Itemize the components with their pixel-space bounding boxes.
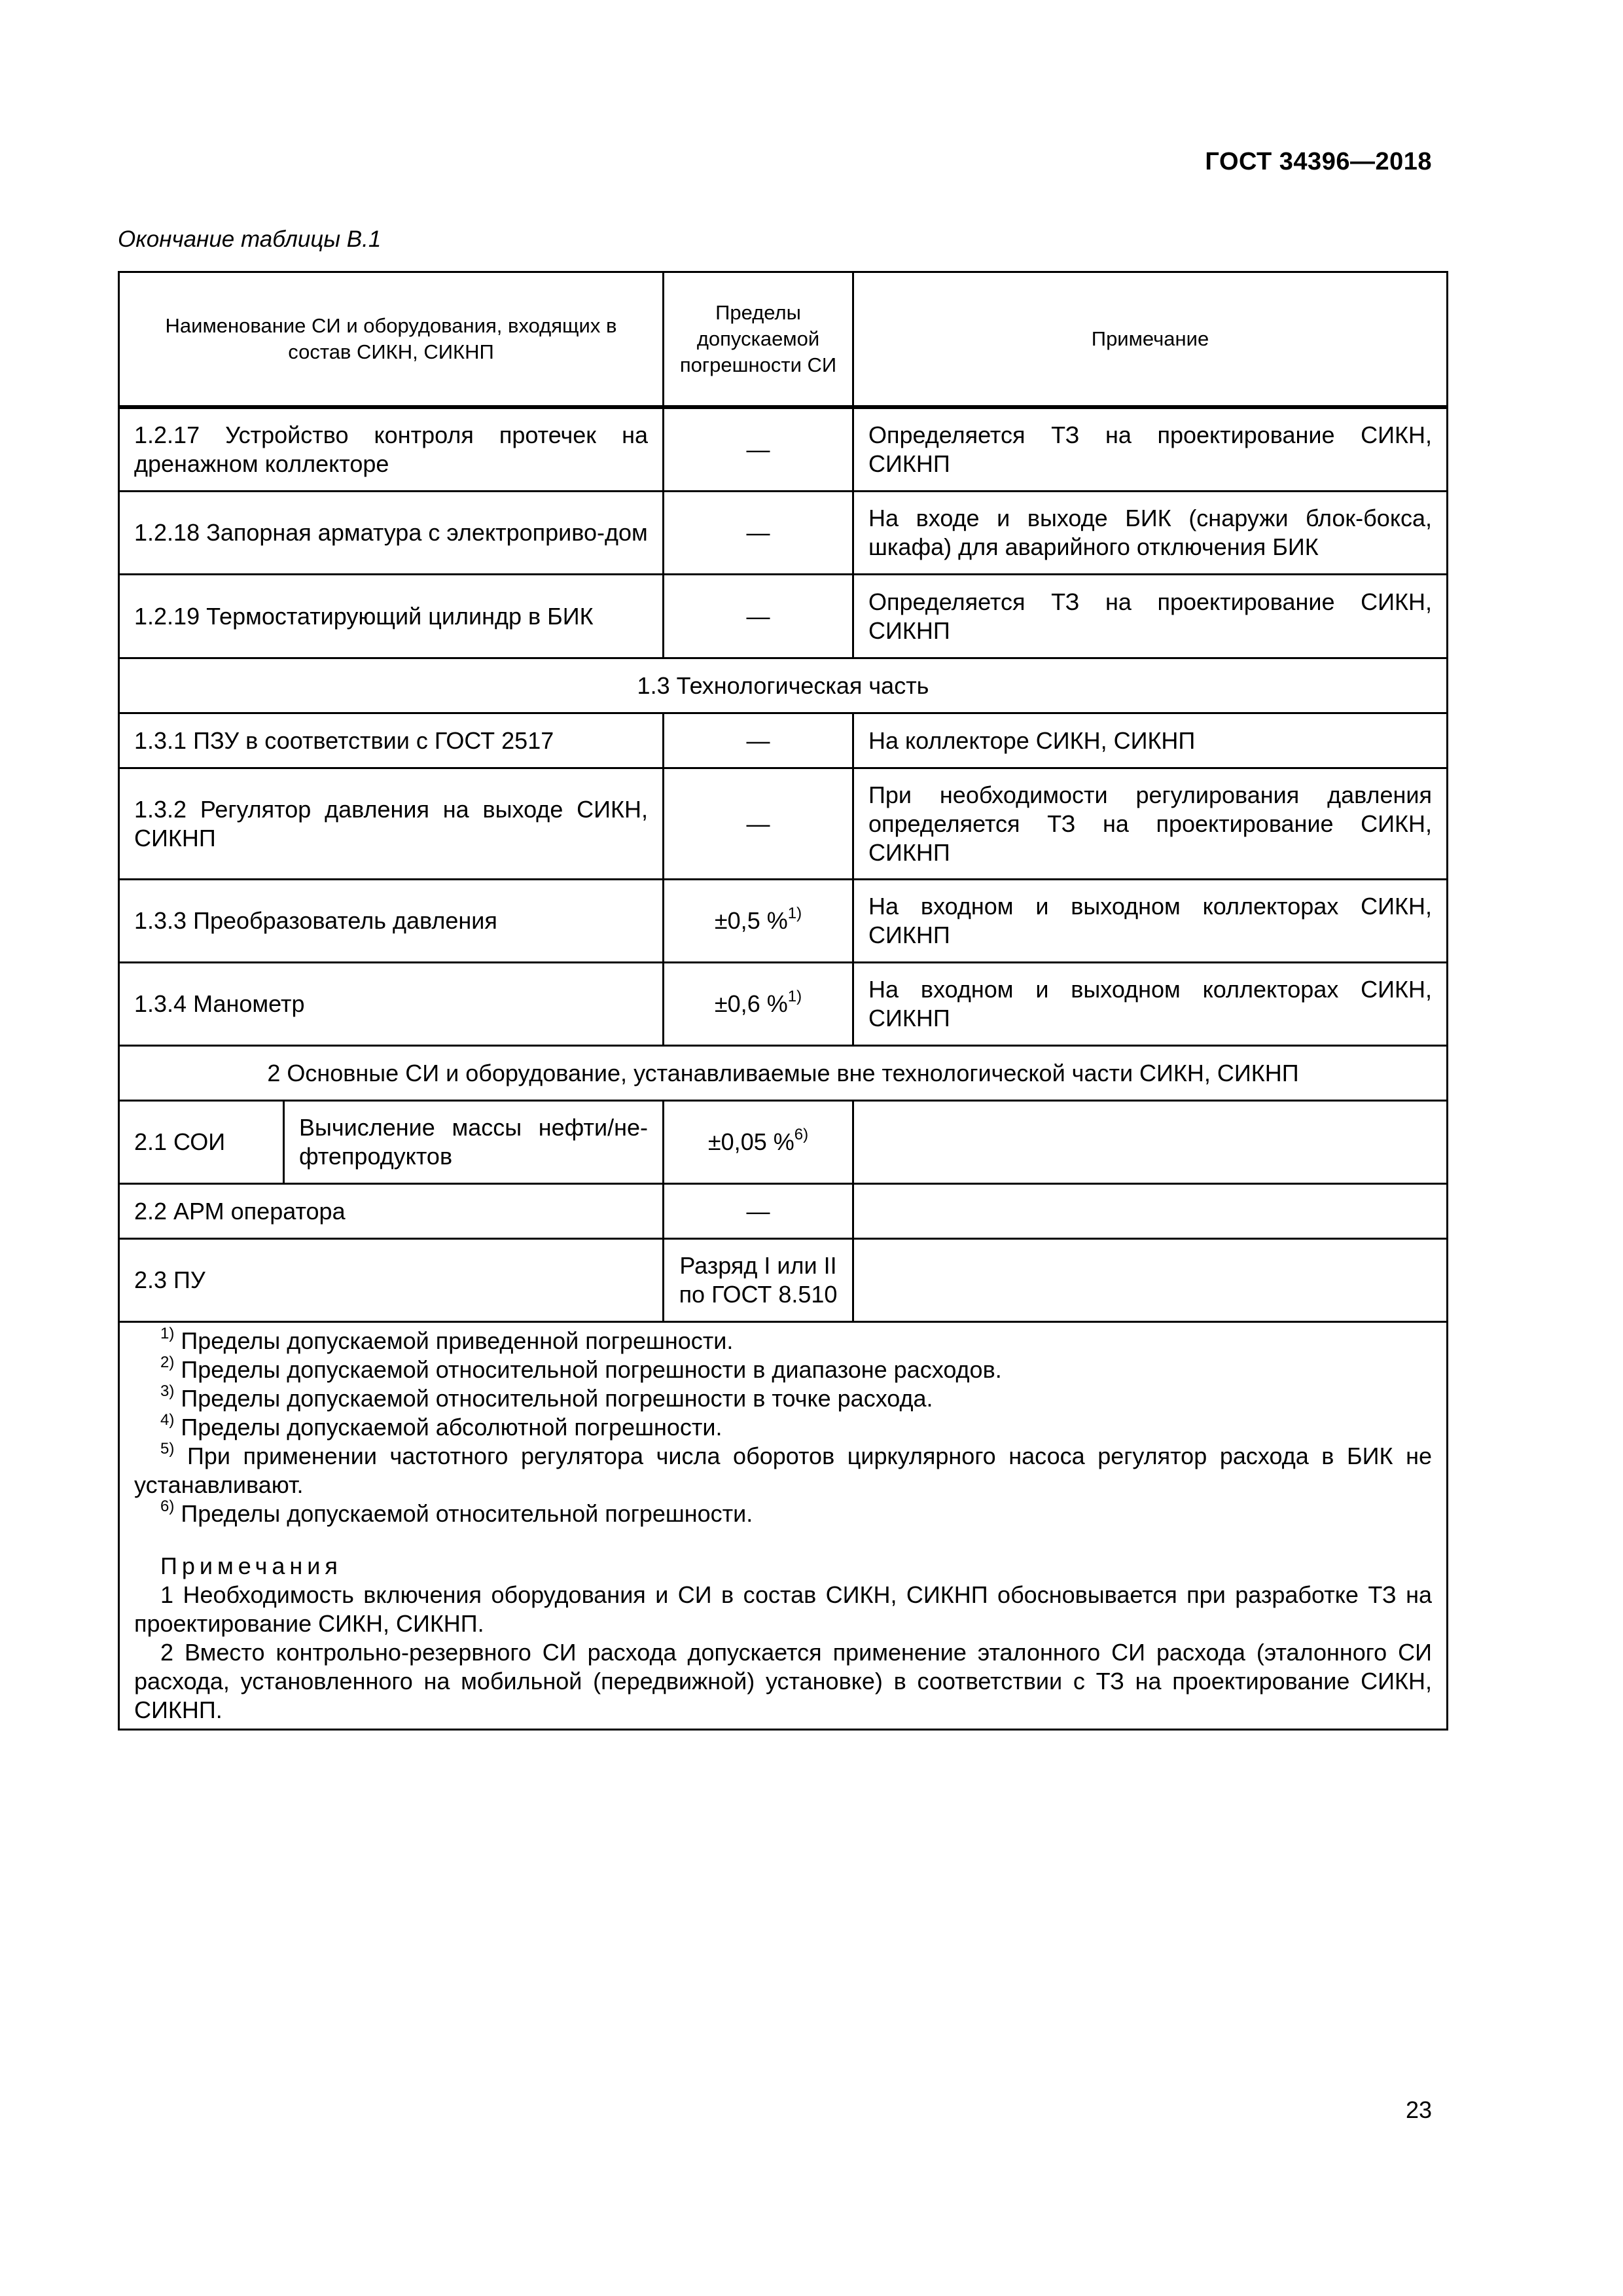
section-title: 1.3 Технологическая часть bbox=[119, 658, 1448, 713]
row-limit: — bbox=[664, 768, 853, 880]
document-code: ГОСТ 34396—2018 bbox=[1205, 148, 1432, 175]
table-row bbox=[119, 408, 1448, 492]
footnote-item bbox=[134, 1442, 1432, 1499]
row-note: На входном и выходном коллекторах СИКН, СИКНП bbox=[853, 880, 1448, 963]
footnote-text: Пределы допускаемой приведенной погрешности. bbox=[181, 1327, 734, 1354]
footnote-item bbox=[134, 1384, 1432, 1413]
row-subname: Вычисление массы нефти/не-фтепродуктов bbox=[284, 1101, 664, 1184]
footnote-ref: 6) bbox=[794, 1126, 809, 1143]
footnote-mark: 4) bbox=[160, 1411, 175, 1429]
table-row bbox=[119, 575, 1448, 658]
footnote-ref: 1) bbox=[787, 905, 802, 922]
row-note: На входном и выходном коллекторах СИКН, СИКНП bbox=[853, 963, 1448, 1046]
header-limits: Пределы допускаемой погрешности СИ bbox=[664, 272, 853, 406]
row-limit bbox=[664, 880, 853, 963]
header-note: Примечание bbox=[853, 272, 1448, 406]
row-name: 1.3.1 ПЗУ в соответствии с ГОСТ 2517 bbox=[119, 713, 664, 768]
footnote-item bbox=[134, 1327, 1432, 1355]
table-row bbox=[119, 713, 1448, 768]
notes-title: Примечания bbox=[160, 1552, 342, 1579]
row-limit: — bbox=[664, 408, 853, 492]
footnote-mark: 2) bbox=[160, 1354, 175, 1371]
table-row bbox=[119, 492, 1448, 575]
footnotes-cell bbox=[119, 1322, 1448, 1730]
row-note: На коллекторе СИКН, СИКНП bbox=[853, 713, 1448, 768]
note-item: 1 Необходимость включения оборудования и СИ в состав СИКН, СИКНП обосновывается при разработке ТЗ на проектирование СИКН, СИКНП. bbox=[134, 1581, 1432, 1637]
table-caption: Окончание таблицы В.1 bbox=[118, 226, 382, 252]
row-note: На входе и выходе БИК (снаружи блок-бокса, шкафа) для аварийного отключения БИК bbox=[853, 492, 1448, 575]
table-row bbox=[119, 1101, 1448, 1184]
header-name: Наименование СИ и оборудования, входящих в состав СИКН, СИКНП bbox=[119, 272, 664, 406]
section-row bbox=[119, 1046, 1448, 1101]
row-name: 1.3.2 Регулятор давления на выходе СИКН, СИКНП bbox=[119, 768, 664, 880]
limit-value: ±0,5 % bbox=[714, 907, 788, 934]
footnote-text: Пределы допускаемой относительной погрешности. bbox=[181, 1500, 753, 1527]
row-limit: Разряд I или II по ГОСТ 8.510 bbox=[664, 1239, 853, 1322]
table-row bbox=[119, 1239, 1448, 1322]
table-row bbox=[119, 1184, 1448, 1239]
row-name: 1.2.18 Запорная арматура с электроприво-дом bbox=[119, 492, 664, 575]
row-name: 1.2.19 Термостатирующий цилиндр в БИК bbox=[119, 575, 664, 658]
footnote-mark: 5) bbox=[160, 1440, 175, 1458]
footnote-text: При применении частотного регулятора числа оборотов циркулярного насоса регулятор расхода в БИК не устанавливают. bbox=[134, 1443, 1432, 1498]
row-note bbox=[853, 1239, 1448, 1322]
footnotes-row bbox=[119, 1322, 1448, 1730]
footnote-item bbox=[134, 1499, 1432, 1528]
section-title: 2 Основные СИ и оборудование, устанавливаемые вне технологической части СИКН, СИКНП bbox=[119, 1046, 1448, 1101]
table-row bbox=[119, 963, 1448, 1046]
row-name: 2.3 ПУ bbox=[119, 1239, 664, 1322]
row-limit: — bbox=[664, 713, 853, 768]
page-number: 23 bbox=[1405, 2096, 1432, 2123]
footnote-text: Пределы допускаемой абсолютной погрешности. bbox=[181, 1414, 722, 1441]
row-name: 1.3.3 Преобразователь давления bbox=[119, 880, 664, 963]
note-item: 2 Вместо контрольно-резервного СИ расхода допускается применение эталонного СИ расхода (эталонного СИ расхода, установленного на мобильной (передвижной) установке) в соответствии с ТЗ на проектирование СИКН, СИКНП. bbox=[134, 1639, 1432, 1723]
row-note bbox=[853, 1101, 1448, 1184]
footnote-text: Пределы допускаемой относительной погрешности в точке расхода. bbox=[181, 1385, 933, 1412]
row-note: Определяется ТЗ на проектирование СИКН, СИКНП bbox=[853, 575, 1448, 658]
footnote-item bbox=[134, 1355, 1432, 1384]
row-limit: — bbox=[664, 1184, 853, 1239]
row-note: При необходимости регулирования давления определяется ТЗ на проектирование СИКН, СИКНП bbox=[853, 768, 1448, 880]
row-limit: — bbox=[664, 492, 853, 575]
row-name: 1.2.17 Устройство контроля протечек на дренажном коллекторе bbox=[119, 408, 664, 492]
equipment-table bbox=[118, 271, 1448, 1731]
limit-value: ±0,6 % bbox=[714, 990, 788, 1017]
table-header-row bbox=[119, 272, 1448, 406]
section-row bbox=[119, 658, 1448, 713]
footnote-mark: 3) bbox=[160, 1382, 175, 1400]
footnote-mark: 6) bbox=[160, 1498, 175, 1515]
footnote-item bbox=[134, 1413, 1432, 1442]
limit-value: ±0,05 % bbox=[707, 1128, 794, 1155]
table-row bbox=[119, 880, 1448, 963]
row-note bbox=[853, 1184, 1448, 1239]
row-name: 2.1 СОИ bbox=[119, 1101, 284, 1184]
row-name: 1.3.4 Манометр bbox=[119, 963, 664, 1046]
footnote-text: Пределы допускаемой относительной погрешности в диапазоне расходов. bbox=[181, 1356, 1002, 1383]
footnote-ref: 1) bbox=[787, 988, 802, 1005]
row-name: 2.2 АРМ оператора bbox=[119, 1184, 664, 1239]
row-limit bbox=[664, 1101, 853, 1184]
row-note: Определяется ТЗ на проектирование СИКН, СИКНП bbox=[853, 408, 1448, 492]
footnote-mark: 1) bbox=[160, 1325, 175, 1342]
row-limit bbox=[664, 963, 853, 1046]
table-row bbox=[119, 768, 1448, 880]
row-limit: — bbox=[664, 575, 853, 658]
